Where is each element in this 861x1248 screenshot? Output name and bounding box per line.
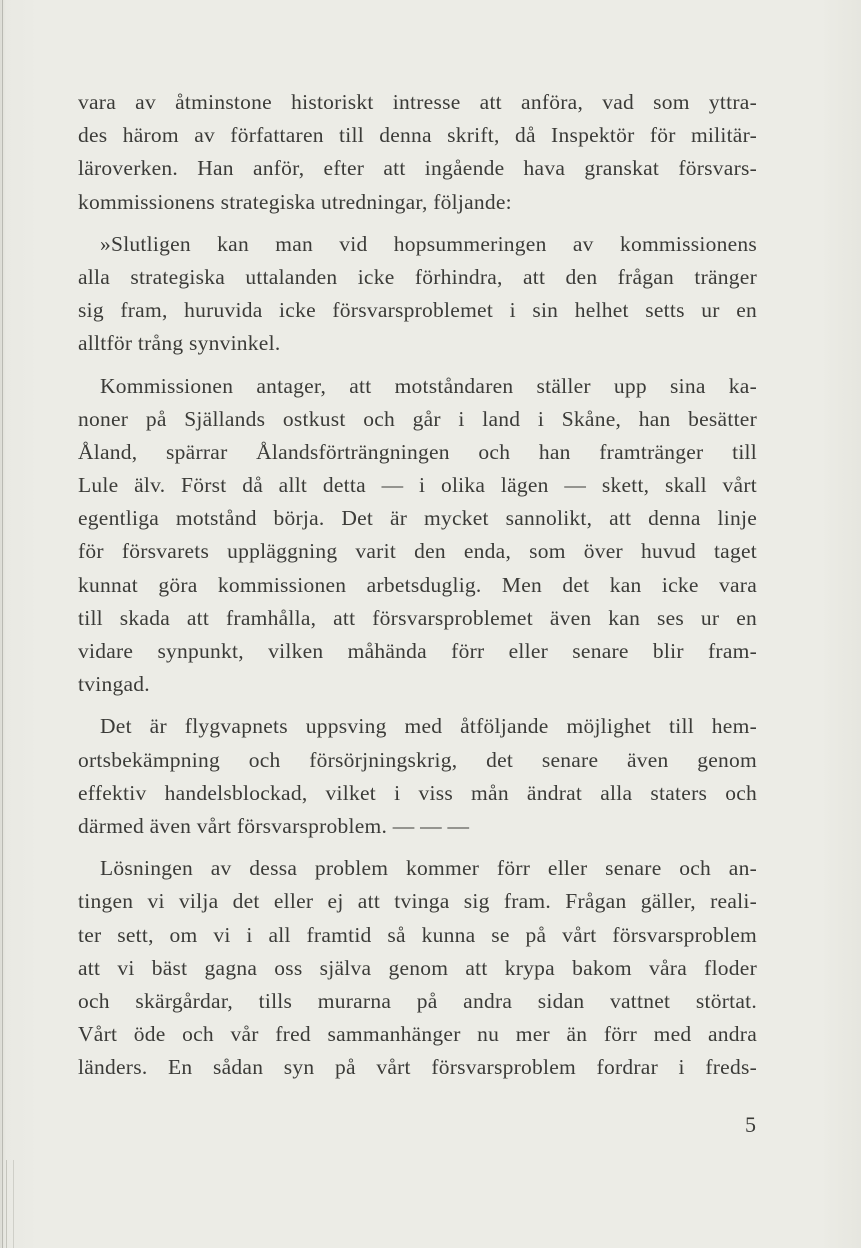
text-line: Lösningen av dessa problem kommer förr eller senare och an- (100, 856, 757, 881)
text-line: ortsbekämpning och försörjningskrig, det senare även genom (78, 747, 757, 772)
text-line: Åland, spärrar Ålandsförträngningen och han framtränger till (78, 439, 757, 464)
text-line: vara av åtminstone historiskt intresse att anföra, vad som yttra- (78, 90, 757, 114)
text-line: vidare synpunkt, vilken måhända förr eller senare blir fram- (78, 639, 757, 663)
paragraph (78, 710, 757, 843)
text-line: noner på Själlands ostkust och går i land i Skåne, han besätter (78, 406, 757, 431)
text-line: »Slutligen kan man vid hopsummeringen av kommissionens (100, 231, 757, 256)
text-line: des härom av författaren till denna skrift, då Inspektör för militär- (78, 123, 757, 148)
text-line: alltför trång synvinkel. (78, 331, 281, 356)
page-edge-line-lower-inner (13, 1160, 14, 1248)
page-edge-line (2, 0, 3, 1248)
paragraph (78, 86, 757, 219)
text-line: alla strategiska uttalanden icke förhindra, att den frågan tränger (78, 264, 757, 289)
text-line: tvingad. (78, 672, 150, 697)
body-text (78, 86, 757, 1084)
text-line: Vårt öde och vår fred sammanhänger nu mer än förr med andra (78, 1022, 757, 1047)
text-line: egentliga motstånd börja. Det är mycket sannolikt, att denna linje (78, 506, 757, 531)
text-line: läroverken. Han anför, efter att ingående hava granskat försvars- (78, 156, 757, 181)
text-line: Lule älv. Först då allt detta — i olika lägen — skett, skall vårt (78, 473, 757, 498)
text-line: till skada att framhålla, att försvarsproblemet även kan ses ur en (78, 605, 757, 630)
text-line: ter sett, om vi i all framtid så kunna se på vårt försvarsproblem (78, 922, 757, 947)
text-line: sig fram, huruvida icke försvarsproblemet i sin helhet setts ur en (78, 298, 757, 323)
text-line: att vi bäst gagna oss själva genom att krypa bakom våra floder (78, 955, 757, 980)
text-line: effektiv handelsblockad, vilket i viss mån ändrat alla staters och (78, 780, 757, 805)
page-number: 5 (745, 1112, 756, 1137)
text-line: länders. En sådan syn på vårt försvarsproblem fordrar i freds- (78, 1055, 757, 1080)
text-line: kommissionens strategiska utredningar, följande: (78, 189, 512, 214)
text-line: därmed även vårt försvarsproblem. — — — (78, 813, 470, 838)
text-line: Det är flygvapnets uppsving med åtföljande möjlighet till hem- (100, 714, 757, 739)
text-line: kunnat göra kommissionen arbetsduglig. Men det kan icke vara (78, 572, 757, 597)
paragraph (78, 370, 757, 702)
text-line: för försvarets uppläggning varit den enda, som över huvud taget (78, 539, 757, 564)
paragraph (78, 852, 757, 1084)
text-line: Kommissionen antager, att motståndaren ställer upp sina ka- (100, 373, 757, 398)
page-edge-line-lower (6, 1160, 7, 1248)
text-line: och skärgårdar, tills murarna på andra sidan vattnet störtat. (78, 988, 757, 1013)
text-line: tingen vi vilja det eller ej att tvinga sig fram. Frågan gäller, reali- (78, 889, 757, 914)
paragraph (78, 228, 757, 361)
